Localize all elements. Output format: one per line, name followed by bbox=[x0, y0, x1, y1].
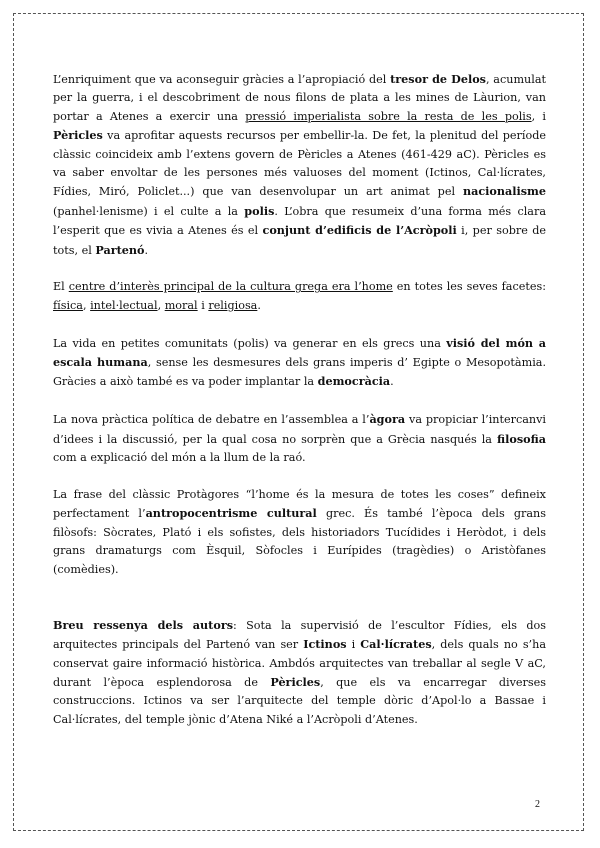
bold-term: tresor de Delos bbox=[390, 72, 486, 86]
text-run: i, per sobre de tots, el bbox=[53, 224, 546, 257]
bold-term: Pèricles bbox=[270, 674, 321, 689]
text-run: , bbox=[157, 298, 165, 312]
underlined-phrase: intel·lectual bbox=[90, 298, 158, 312]
text-run: , dels quals no s’ha conservat gaire informació històrica. Ambdós arquitectes van treballar al segle V aC, durant l’època esplendorosa de bbox=[53, 638, 546, 689]
text-run: grec. És també l’època dels grans filòsofs: Sòcrates, Plató i els sofistes, dels historiadors Tucídides i Heròdot, i dels grans dramaturgs com Èsquil, Sòfocles i Eurípides (tragèdies) o Aristòfanes (comèdies). bbox=[53, 507, 546, 576]
underlined-phrase: centre d’interès principal de la cultura grega era l’home bbox=[68, 280, 393, 294]
bold-term: Cal·lícrates bbox=[360, 637, 432, 652]
paragraph-centre-interes bbox=[53, 278, 546, 315]
bold-term: antropocentrisme cultural bbox=[145, 506, 317, 521]
underlined-phrase: pressió imperialista sobre la resta de les polis bbox=[245, 109, 532, 123]
text-run: va propiciar l’intercanvi d’idees i la discussió, per la qual cosa no sorprèn que a Grècia nasqués la bbox=[53, 413, 546, 446]
bold-term: nacionalisme bbox=[462, 184, 546, 199]
text-run: , sense les desmesures dels grans imperis d’ Egipte o Mesopotàmia. Gràcies a això també es va poder implantar la bbox=[53, 356, 546, 389]
text-run: i bbox=[346, 638, 361, 652]
text-run: . bbox=[257, 298, 261, 312]
bold-term: Breu ressenya dels autors bbox=[53, 617, 234, 632]
text-run: La nova pràctica política de debatre en l’assemblea a l’ bbox=[53, 413, 370, 427]
bold-term: democràcia bbox=[317, 374, 391, 389]
text-run: : Sota la supervisió de l’escultor Fídies, els dos arquitectes principals del Partenó van ser bbox=[53, 618, 547, 652]
bold-term: Pèricles bbox=[53, 128, 103, 143]
text-run: La vida en petites comunitats (polis) va generar en els grecs una bbox=[53, 336, 447, 350]
document-body bbox=[53, 70, 546, 748]
paragraph-polis bbox=[53, 334, 546, 392]
paragraph-agora bbox=[53, 410, 546, 467]
text-run: , acumulat per la guerra, i el descobriment de nous filons de plata a les mines de Làurion, van portar a Atenes a exercir una bbox=[53, 73, 547, 123]
bold-term: Ictinos bbox=[303, 637, 347, 652]
text-run: El bbox=[53, 280, 69, 294]
paragraph-pericles bbox=[53, 70, 546, 260]
bold-term: visió del món a escala humana bbox=[53, 335, 546, 370]
bold-term: àgora bbox=[369, 412, 406, 427]
text-run: va aprofitar aquests recursos per embellir-la. De fet, la plenitud del període clàssic coincideix amb l’extens govern de Pèricles a Atenes (461-429 aC). Pèricles es va saber envoltar de les persones més valuoses del moment (Ictinos, Cal·lícrates, Fídies, Miró, Policlet...) que van desenvolupar un art animat pel bbox=[53, 129, 546, 199]
bold-term: polis bbox=[244, 203, 275, 218]
text-run: L’enriquiment que va aconseguir gràcies a l’apropiació del bbox=[53, 73, 391, 86]
bold-term: filosofia bbox=[497, 431, 546, 446]
underlined-phrase: moral bbox=[164, 298, 198, 312]
paragraph-autors bbox=[53, 616, 546, 729]
text-run: , bbox=[82, 298, 91, 312]
text-run: La frase del clàssic Protàgores “l’home és la mesura de totes les coses” defineix perfectament l’ bbox=[53, 487, 546, 521]
bold-term: Partenó bbox=[95, 242, 145, 257]
underlined-phrase: física bbox=[53, 298, 83, 312]
text-run: en totes les seves facetes: bbox=[392, 280, 546, 294]
text-run: com a explicació del món a la llum de la raó. bbox=[53, 451, 306, 465]
text-run: . L’obra que resumeix d’una forma més clara l’esperit que es vivia a Atenes és el bbox=[53, 204, 546, 238]
text-run: (panhel·lenisme) i el culte a la bbox=[53, 204, 245, 218]
text-run: , i bbox=[531, 109, 546, 123]
text-run: i bbox=[197, 298, 209, 312]
paragraph-protagores bbox=[53, 486, 546, 579]
page-number: 2 bbox=[535, 799, 540, 810]
text-run: , que els va encarregar diverses construccions. Ictinos va ser l’arquitecte del temple dòric d’Apol·lo a Bassae i Cal·lícrates, del temple jònic d’Atena Niké a l’Acròpoli d’Atenes. bbox=[53, 675, 546, 726]
underlined-phrase: religiosa bbox=[208, 298, 258, 312]
bold-term: conjunt d’edificis de l’Acròpoli bbox=[262, 223, 457, 238]
text-run: . bbox=[390, 375, 394, 389]
text-run: . bbox=[144, 243, 149, 257]
